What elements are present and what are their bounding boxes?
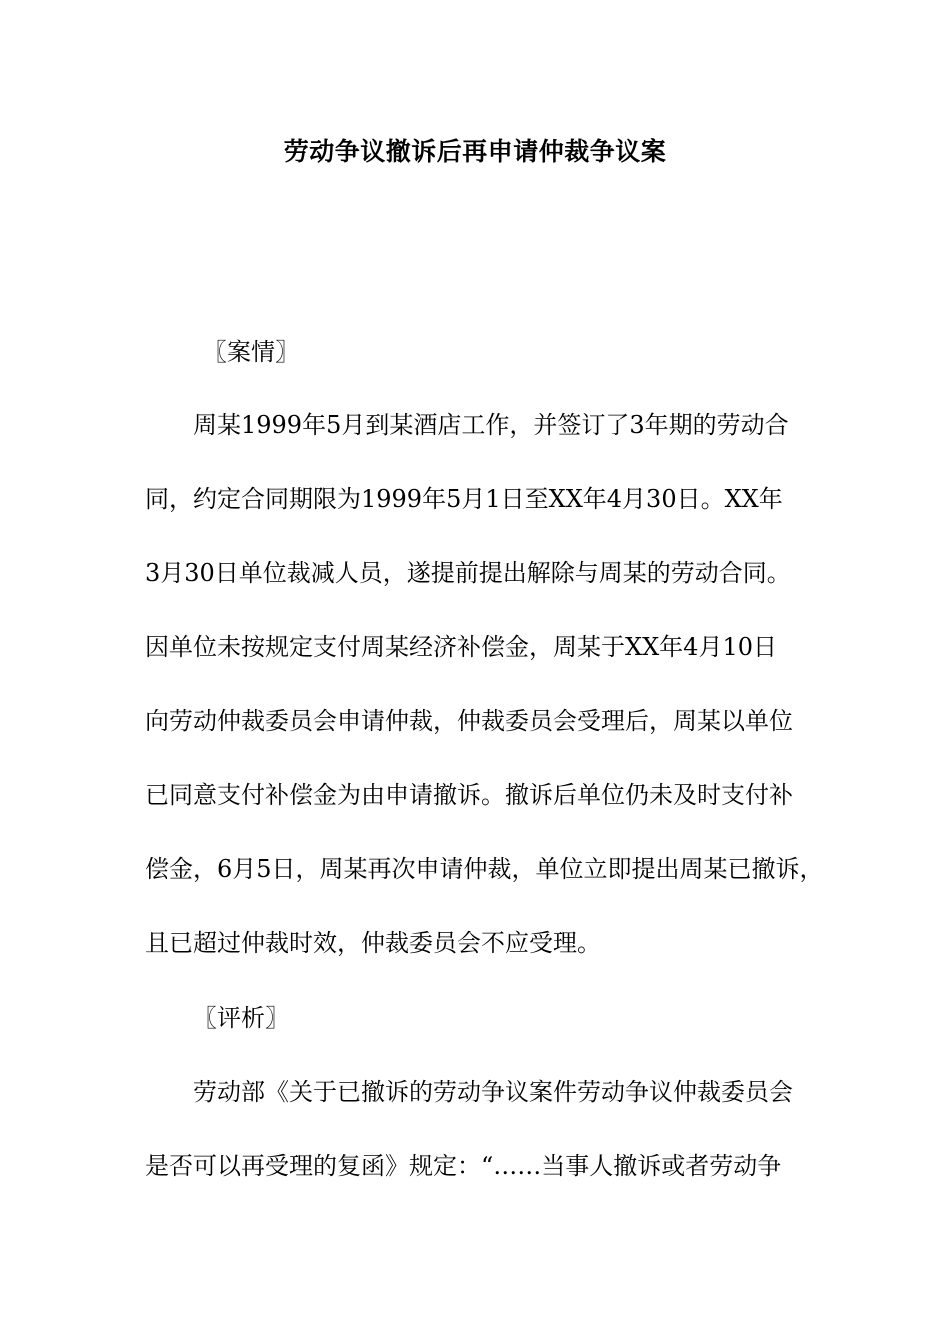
- paragraph-line: 3月30日单位裁减人员，遂提前提出解除与周某的劳动合同。: [145, 559, 791, 587]
- section-heading-analysis: 〖评析〗: [193, 1004, 289, 1032]
- paragraph-line: 且已超过仲裁时效，仲裁委员会不应受理。: [145, 929, 601, 957]
- paragraph-line: 周某1999年5月到某酒店工作，并签订了3年期的劳动合: [193, 411, 789, 439]
- section-heading-case: 〖案情〗: [203, 338, 299, 366]
- paragraph-line: 劳动部《关于已撤诉的劳动争议案件劳动争议仲裁委员会: [193, 1078, 793, 1106]
- paragraph-line: 向劳动仲裁委员会申请仲裁，仲裁委员会受理后，周某以单位: [145, 707, 793, 735]
- paragraph-line: 偿金，6月5日，周某再次申请仲裁，单位立即提出周某已撤诉，: [145, 855, 824, 883]
- paragraph-line: 是否可以再受理的复函》规定：“……当事人撤诉或者劳动争: [145, 1152, 782, 1180]
- document-title: 劳动争议撤诉后再申请仲裁争议案: [283, 137, 667, 166]
- paragraph-line: 已同意支付补偿金为由申请撤诉。撤诉后单位仍未及时支付补: [145, 781, 793, 809]
- paragraph-line: 因单位未按规定支付周某经济补偿金，周某于XX年4月10日: [145, 633, 777, 661]
- paragraph-line: 同，约定合同期限为1999年5月1日至XX年4月30日。XX年: [145, 485, 783, 513]
